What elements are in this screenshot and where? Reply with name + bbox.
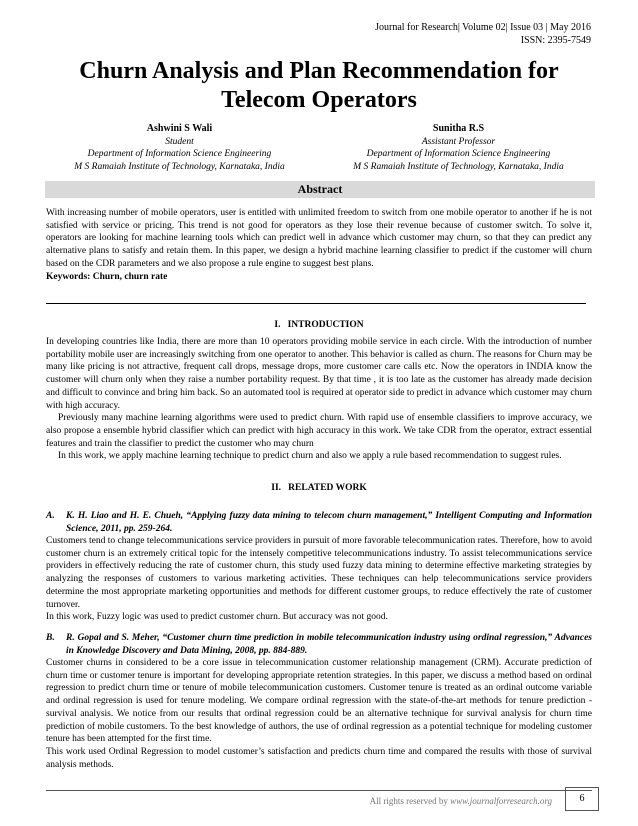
- abstract-heading: Abstract: [45, 181, 595, 198]
- section-title-rest: ELATED WORK: [295, 483, 367, 493]
- author-institute: M S Ramaiah Institute of Technology, Karnataka, India: [353, 161, 564, 172]
- paragraph: This work used Ordinal Regression to model customer’s satisfaction and predicts churn time and compared the results with those of survival analysis methods.: [46, 746, 592, 770]
- journal-info: Journal for Research| Volume 02| Issue 03 | May 2016: [375, 22, 591, 33]
- author-role: Assistant Professor: [421, 136, 496, 147]
- section-title-initial: I: [287, 320, 292, 330]
- author-block: [40, 123, 598, 173]
- title-line-2: Telecom Operators: [221, 87, 417, 113]
- paragraph: Customers tend to change telecommunications service providers in pursuit of more favorable telecommunication rates. Therefore, how to avoid customer churn is an extremely critical topic for the intensely competitive telecommunications industry. To assist telecommunications service providers in effectively reducing the rate of customer churn, this study used fuzzy data mining to determine effective marketing strategies by analyzing the responses of customers to various marketing activities. These techniques can help telecommunications service providers determine the most appropriate marketing opportunities and methods for different customer groups, to reduce effectively the rate of customer turnover.: [46, 536, 592, 610]
- author-role: Student: [165, 136, 194, 147]
- author-institute: M S Ramaiah Institute of Technology, Karnataka, India: [74, 161, 285, 172]
- paper-title: [40, 57, 598, 115]
- abstract-body: [46, 207, 592, 283]
- footer-rights: [370, 796, 552, 806]
- section-number: I.: [274, 320, 281, 330]
- author-name: Sunitha R.S: [432, 123, 485, 134]
- journal-header: [375, 21, 591, 47]
- introduction-body: [46, 336, 592, 463]
- journal-url[interactable]: www.journalforresearch.org: [450, 796, 552, 806]
- section-heading-related-work: [46, 483, 592, 493]
- author-1: [40, 123, 319, 173]
- footer-divider: [46, 790, 592, 791]
- abstract-text: With increasing number of mobile operators, user is entitled with unlimited freedom to switch from one mobile operator to another if he is not satisfied with service or pricing. This trend is not good for operators as they lose their revenue because of customer switch. To solve it, operators are looking for machine learning tools which can predict well in advance which customer may churn, so that they can predict any alternative plans to satisfy and retain them. In this paper, we design a hybrid machine learning classifier to predict if the customer will churn based on the CDR parameters and we also propose a rule engine to suggest best plans.: [46, 208, 592, 269]
- paragraph: In this work, Fuzzy logic was used to predict customer churn. But accuracy was not good.: [46, 612, 388, 623]
- section-number: II.: [271, 483, 282, 493]
- reference-heading-a: [46, 510, 592, 535]
- paragraph: Previously many machine learning algorithms were used to predict churn. With rapid use of ensemble classifiers to improve accuracy, we also propose a ensemble hybrid classifier which can predict with high accuracy in this work. We take CDR from the operator, extract essential features and train the classifier to predict the customer who may churn: [46, 413, 592, 449]
- keywords: Keywords: Churn, churn rate: [46, 271, 168, 282]
- author-department: Department of Information Science Engineering: [366, 149, 551, 159]
- issn: ISSN: 2395-7549: [520, 35, 591, 46]
- title-line-1: Churn Analysis and Plan Recommendation for: [79, 58, 559, 84]
- reference-b-body: [46, 657, 592, 771]
- author-name: Ashwini S Wali: [146, 123, 213, 134]
- paragraph: In developing countries like India, there are more than 10 operators providing mobile service in each circle. With the introduction of number portability mobile user are increasingly switching from one operator to another. This behavior is called as churn. The reasons for Churn may be many like pricing is not attractive, frequent call drops, message drops, more customer care calls etc. Now the operators in INDIA know the customer will churn only when they raise a number portability request. By that time , it is too late as the customer has already made decision and difficult to convince and bring him back. So an automated tool is required at operator side to predict in advance which customer may churn with high accuracy.: [46, 337, 592, 411]
- section-title-initial: R: [288, 483, 296, 493]
- reference-label: A.: [46, 511, 55, 521]
- reference-citation: R. Gopal and S. Meher, “Customer churn time prediction in mobile telecommunication industry using ordinal regression,” Advances in Knowledge Discovery and Data Mining, 2008, pp. 884-889.: [66, 633, 592, 656]
- author-department: Department of Information Science Engineering: [87, 149, 272, 159]
- section-heading-introduction: [46, 320, 592, 330]
- reference-label: B.: [46, 633, 55, 643]
- paragraph: Customer churns in considered to be a core issue in telecommunication customer relationship management (CRM). Accurate prediction of churn time or customer tenure is important for developing appropriate retention strategies. In this paper, we discuss a method based on ordinal regression to predict churn time or tenure of mobile telecommunication customers. Customer tenure is treated as an ordinal outcome variable and ordinal regression is used for tenure modeling. We compare ordinal regression with the state-of-the-art methods for tenure prediction - survival analysis. We notice from our results that ordinal regression could be an alternative technique for survival analysis for churn time prediction of mobile customers. To the best knowledge of authors, the use of ordinal regression as a potential technique for modeling customer tenure has been attempted for the first time.: [46, 658, 592, 745]
- reference-a-body: [46, 535, 592, 624]
- reference-citation: K. H. Liao and H. E. Chueh, “Applying fuzzy data mining to telecom churn management,” Intelligent Computing and Information Science, 2011, pp. 259-264.: [66, 511, 592, 534]
- author-2: [319, 123, 598, 173]
- paragraph: In this work, we apply machine learning technique to predict churn and also we apply a rule based recommendation to suggest rules.: [58, 451, 562, 462]
- abstract-divider: [46, 303, 586, 304]
- rights-text: All rights reserved by: [369, 796, 451, 806]
- section-title-rest: NTRODUCTION: [291, 320, 364, 330]
- reference-heading-b: [46, 632, 592, 657]
- page-number: 6: [565, 787, 599, 811]
